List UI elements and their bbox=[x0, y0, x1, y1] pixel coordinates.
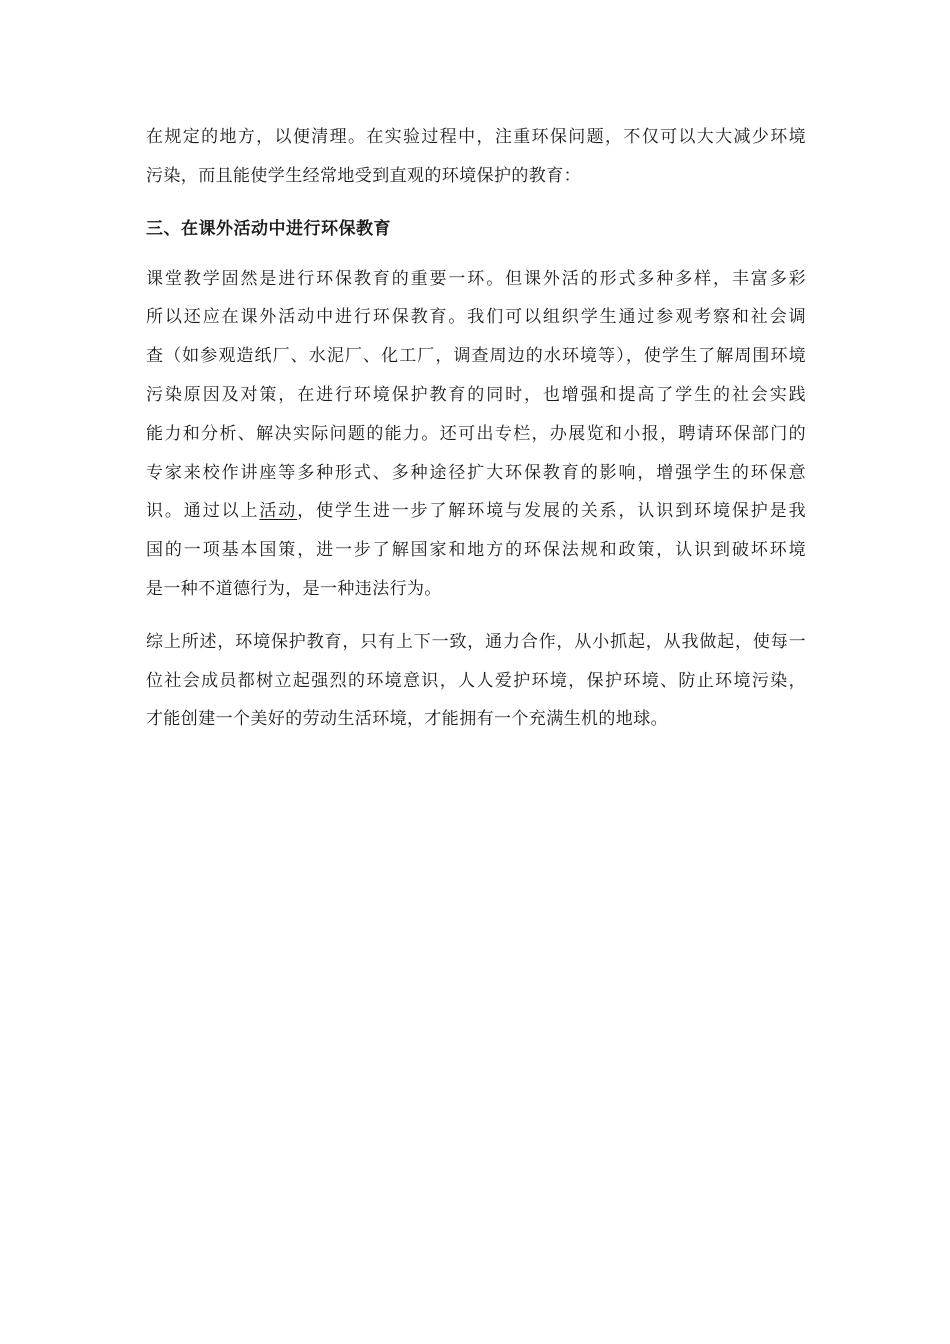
text-line: 是一种不道德行为，是一种违法行为。 bbox=[146, 578, 442, 599]
text-line: 位社会成员都树立起强烈的环境意识，人人爱护环境，保护环境、防止环境污染， bbox=[146, 670, 806, 691]
text-segment: 识。通过以上 bbox=[146, 501, 260, 522]
text-line: 所以还应在课外活动中进行环保教育。我们可以组织学生通过参观考察和社会调 bbox=[146, 307, 806, 328]
text-line: 能力和分析、解决实际问题的能力。还可出专栏，办展览和小报，聘请环保部门的 bbox=[146, 423, 806, 444]
text-line: 综上所述，环境保护教育，只有上下一致，通力合作，从小抓起，从我做起，使每一 bbox=[146, 631, 806, 652]
text-line: 查（如参观造纸厂、水泥厂、化工厂，调查周边的水环境等），使学生了解周围环境 bbox=[146, 346, 806, 367]
text-line: 才能创建一个美好的劳动生活环境，才能拥有一个充满生机的地球。 bbox=[146, 709, 668, 730]
summary-paragraph bbox=[146, 623, 806, 739]
text-line-with-underline bbox=[146, 492, 806, 531]
section-heading: 三、在课外活动中进行环保教育 bbox=[146, 218, 391, 239]
text-line: 在规定的地方，以便清理。在实验过程中，注重环保问题，不仅可以大大减少环境 bbox=[146, 127, 806, 147]
paragraph-spacer bbox=[146, 609, 806, 623]
intro-paragraph bbox=[146, 118, 806, 196]
activity-paragraph bbox=[146, 260, 806, 609]
text-line: 专家来校作讲座等多种形式、多种途径扩大环保教育的影响，增强学生的环保意 bbox=[146, 462, 806, 483]
text-line: 国的一项基本国策，进一步了解国家和地方的环保法规和政策，认识到破坏环境 bbox=[146, 540, 806, 561]
text-line: 污染原因及对策，在进行环境保护教育的同时，也增强和提高了学生的社会实践 bbox=[146, 384, 806, 405]
text-segment: ，使学生进一步了解环境与发展的关系，认识到环境保护是我 bbox=[297, 501, 806, 522]
text-line: 污染，而且能使学生经常地受到直观的环境保护的教育： bbox=[146, 165, 581, 186]
document-page bbox=[146, 118, 806, 739]
text-line: 课堂教学固然是进行环保教育的重要一环。但课外活的形式多种多样，丰富多彩 bbox=[146, 268, 806, 289]
underlined-word: 活动 bbox=[259, 501, 298, 522]
